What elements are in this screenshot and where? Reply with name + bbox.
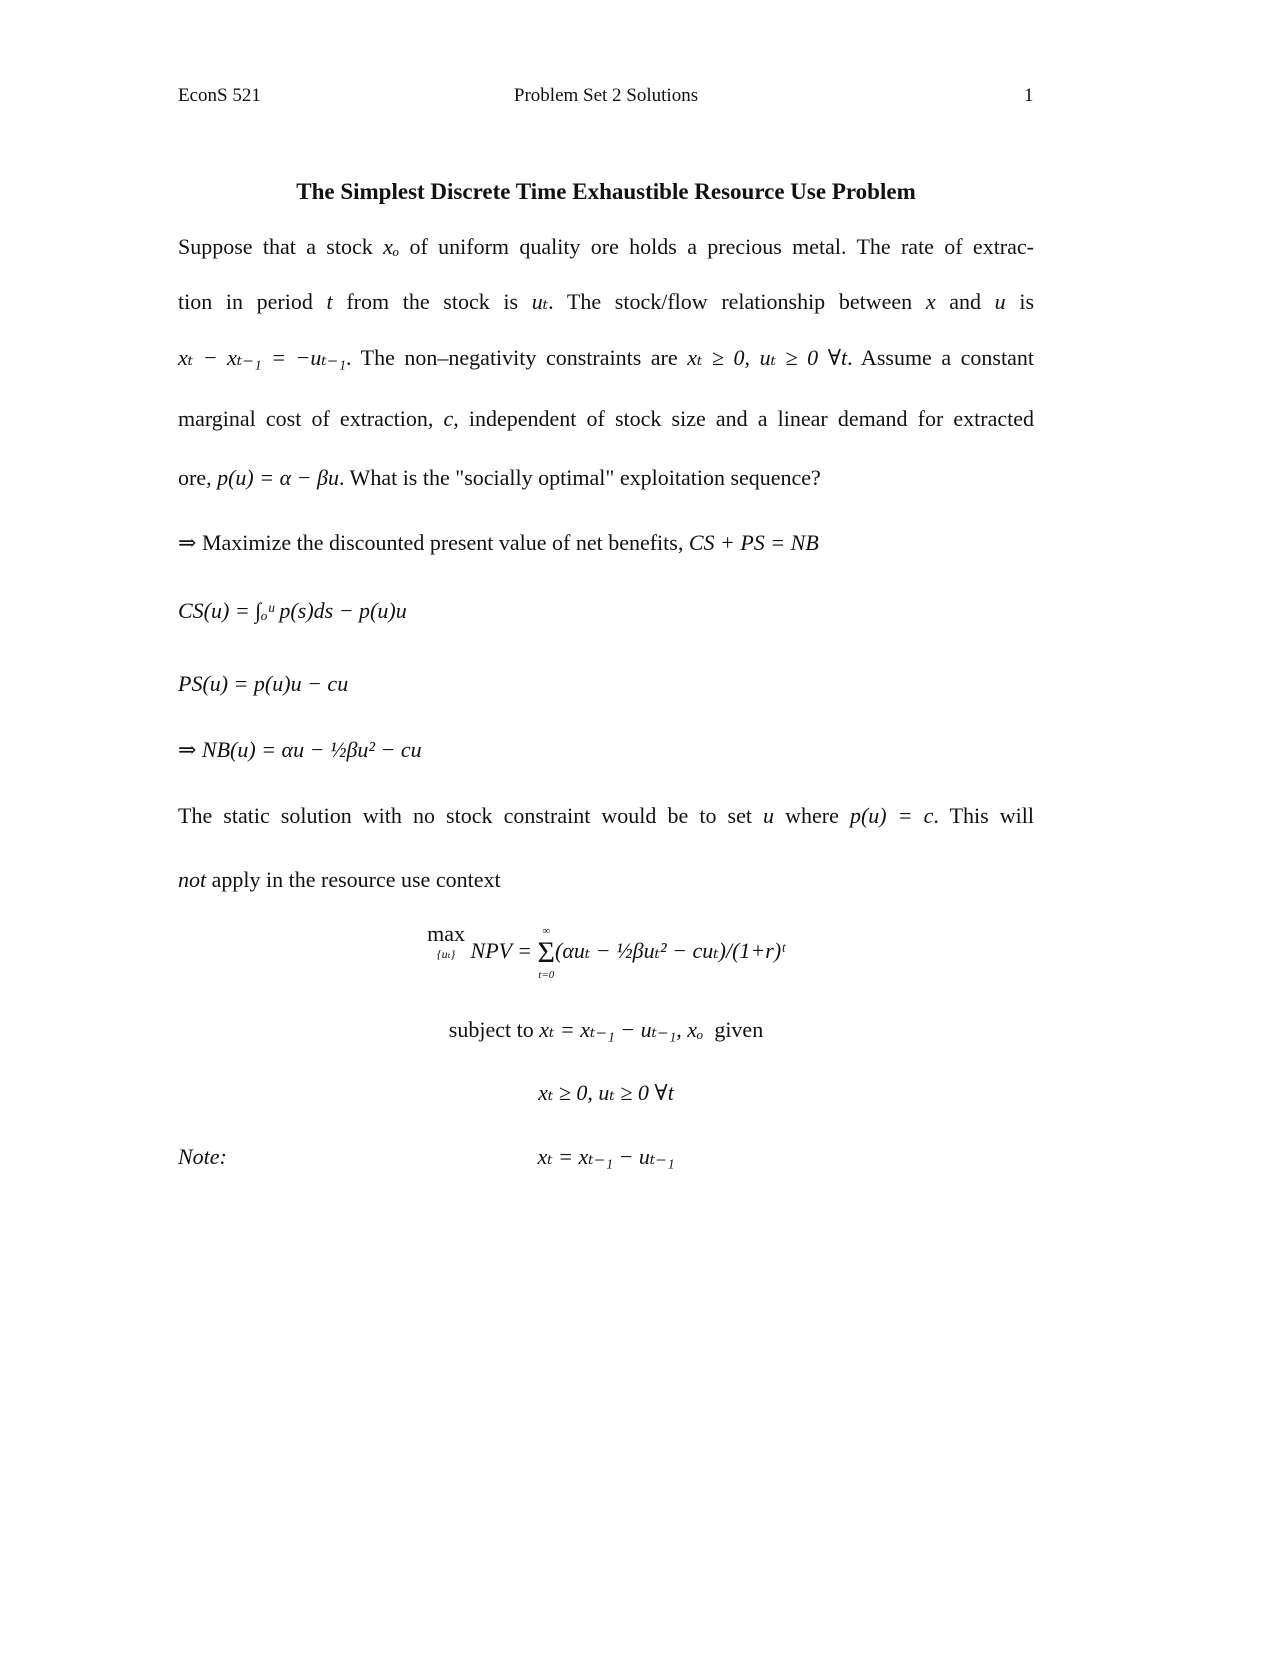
- paragraph-line: The static solution with no stock constraint would be to set u where p(u) = c. This will: [178, 803, 1034, 828]
- note-equation: xₜ = xₜ₋₁ − uₜ₋₁: [537, 1144, 675, 1169]
- paragraph-line: ore, p(u) = α − βu. What is the "socially optimal" exploitation sequence?: [178, 465, 821, 490]
- paragraph-line: marginal cost of extraction, c, independent of stock size and a linear demand for extracted: [178, 406, 1034, 431]
- paragraph-line: Suppose that a stock xₒ of uniform quality ore holds a precious metal. The rate of extrac-: [178, 234, 1034, 259]
- document-title: The Simplest Discrete Time Exhaustible Resource Use Problem: [296, 179, 916, 204]
- header-title: Problem Set 2 Solutions: [513, 85, 699, 106]
- equation-ps: PS(u) = p(u)u − cu: [178, 671, 349, 696]
- equation-cs: CS(u) = ∫ₒᵘ p(s)ds − p(u)u: [178, 598, 407, 623]
- paragraph-line: tion in period t from the stock is uₜ. The stock/flow relationship between x and u is: [178, 289, 1035, 314]
- maximize-line: ⇒ Maximize the discounted present value of net benefits, CS + PS = NB: [178, 530, 819, 555]
- constraint-line: subject to xₜ = xₜ₋₁ − uₜ₋₁, xₒ given: [448, 1017, 764, 1042]
- equation-nb: ⇒ NB(u) = αu − ½βu² − cu: [178, 737, 422, 762]
- paragraph-line: xₜ − xₜ₋₁ = −uₜ₋₁. The non–negativity constraints are xₜ ≥ 0, uₜ ≥ 0 ∀t. Assume a constant: [178, 345, 1034, 370]
- page-number: 1: [1024, 85, 1034, 106]
- npv-equation: max {uₜ} NPV = ∞ Σ t=0 (αuₜ − ½βuₜ² − cuₜ)/(1+r)ᵗ: [427, 921, 785, 981]
- header-course: EconS 521: [178, 85, 261, 106]
- note-label: Note:: [178, 1144, 227, 1169]
- nonnegativity-line: xₜ ≥ 0, uₜ ≥ 0 ∀t: [538, 1080, 674, 1105]
- paragraph-line: not apply in the resource use context: [178, 867, 501, 892]
